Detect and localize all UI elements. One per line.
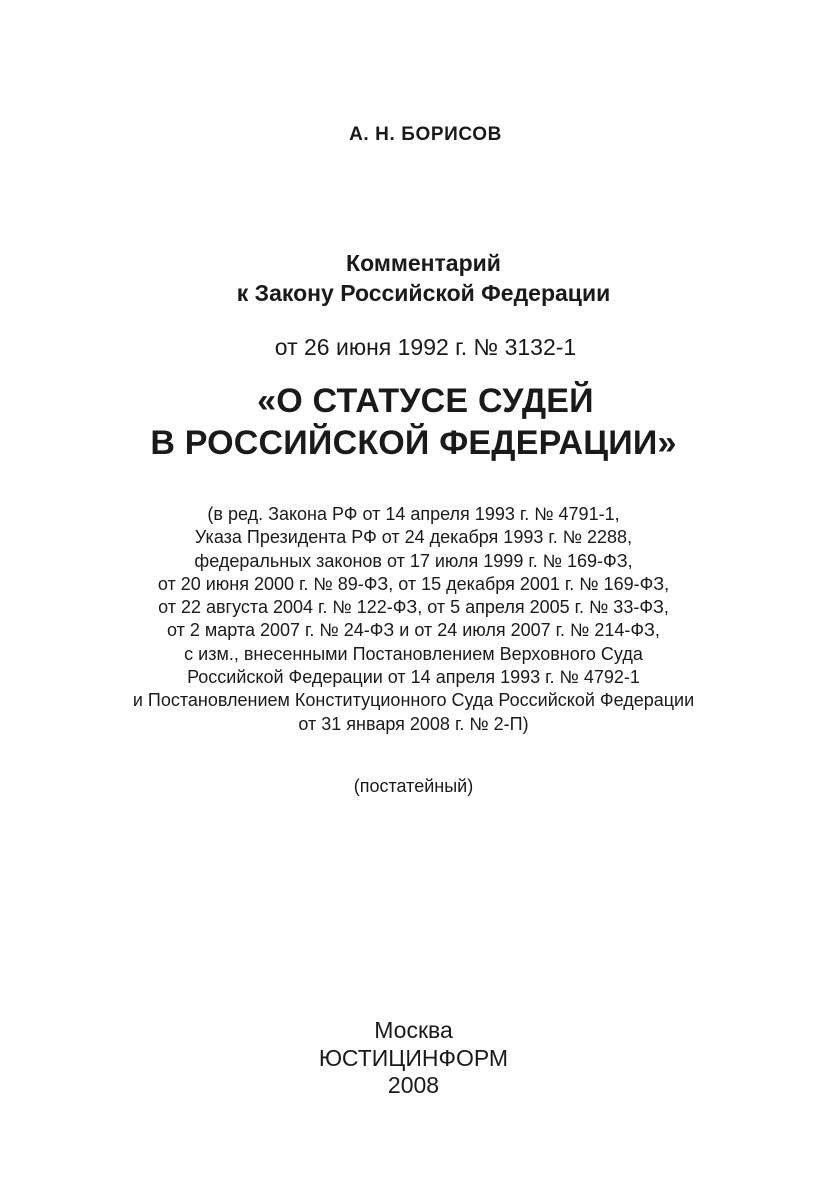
imprint-year: 2008 [387,1072,440,1098]
imprint-block [0,1017,827,1100]
amendment-line: (в ред. Закона РФ от 14 апреля 1993 г. № 4791-1, [207,504,620,524]
amendment-line: от 2 марта 2007 г. № 24-ФЗ и от 24 июля 2007 г. № 214-ФЗ, [167,620,660,641]
amendment-line: Указа Президента РФ от 24 декабря 1993 г. № 2288, [194,527,633,548]
amendment-line: и Постановлением Конституционного Суда Российской Федерации [132,690,695,711]
amendment-line: Российской Федерации от 14 апреля 1993 г. № 4792-1 [187,667,640,688]
law-title-line-2: В РОССИЙСКОЙ ФЕДЕРАЦИИ» [150,424,677,462]
amendment-line: от 22 августа 2004 г. № 122-ФЗ, от 5 апреля 2005 г. № 33-ФЗ, [158,597,669,618]
subtitle-line-1: Комментарий [346,250,501,276]
commentary-type: (постатейный) [353,776,474,796]
imprint-city: Москва [374,1017,453,1043]
law-date-number: от 26 июня 1992 г. № 3132-1 [274,334,577,360]
amendment-line: с изм., внесенными Постановлением Верховного Суда [184,643,643,664]
subtitle-line-2: к Закону Российской Федерации [236,280,611,306]
author-name: А. Н. БОРИСОВ [349,124,502,145]
law-title-line-1: «О СТАТУСЕ СУДЕЙ [257,382,594,420]
amendment-line: федеральных законов от 17 июля 1999 г. № 169-ФЗ, [194,550,633,571]
amendments-block [0,503,827,736]
amendment-line: от 20 июня 2000 г. № 89-ФЗ, от 15 декабря 2001 г. № 169-ФЗ, [157,573,670,594]
amendment-line: от 31 января 2008 г. № 2-П) [298,713,529,734]
imprint-publisher: ЮСТИЦИНФОРМ [318,1044,509,1071]
